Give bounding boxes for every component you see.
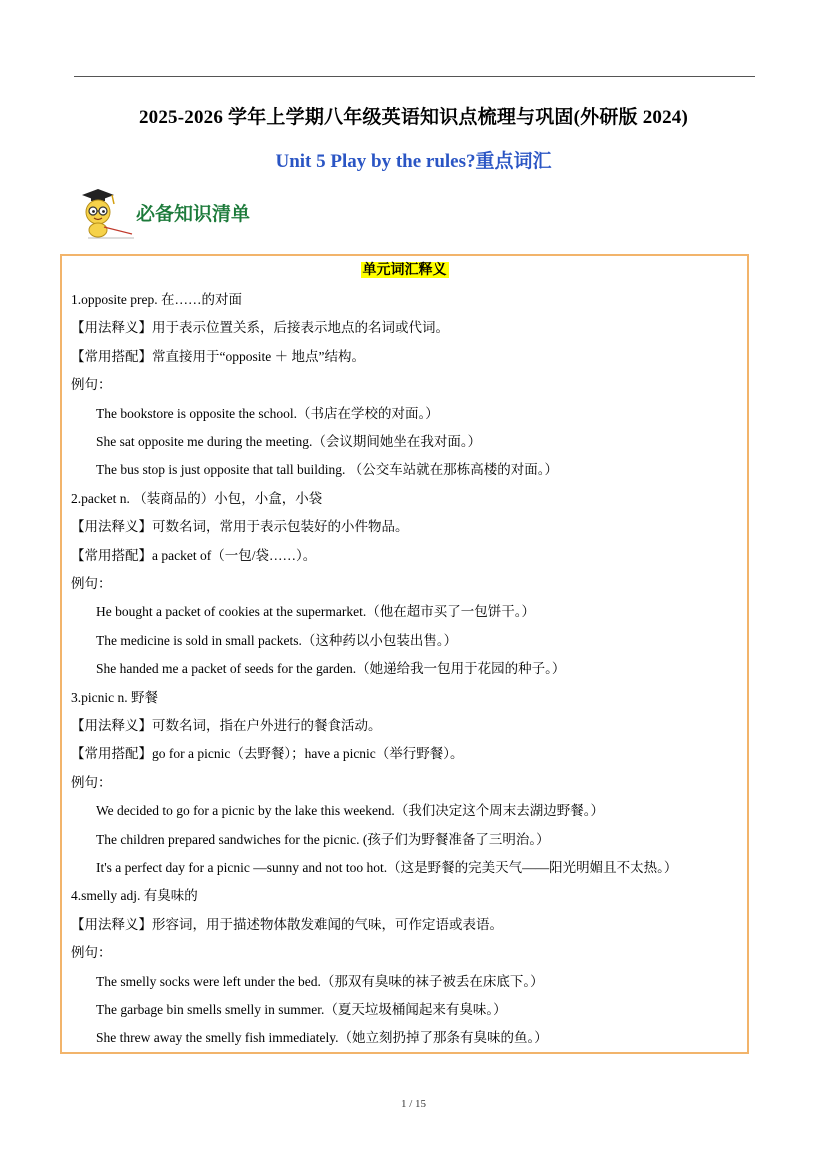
vocab-entry-line: 例句：	[71, 576, 112, 591]
example-sentence: She threw away the smelly fish immediately.（她立刻扔掉了那条有臭味的鱼。）	[96, 1030, 548, 1046]
page-number: 1 / 15	[400, 1098, 427, 1110]
section-heading: 必备知识清单	[136, 203, 251, 225]
vocab-entry-line: 【用法释义】形容词，用于描述物体散发难闻的气味，可作定语或表语。	[71, 916, 503, 932]
vocab-entry-line: 【常用搭配】go for a picnic（去野餐）；have a picnic（举行野餐）。	[71, 746, 464, 762]
vocab-entry-line: 【常用搭配】常直接用于“opposite ＋ 地点”结构。	[71, 348, 365, 364]
example-sentence: The medicine is sold in small packets.（这种药以小包装出售。）	[96, 632, 458, 648]
vocab-entry-line: 1.opposite prep. 在……的对面	[71, 292, 242, 307]
header-rule	[74, 76, 755, 77]
vocab-entry-line: 例句：	[71, 377, 112, 393]
example-sentence: We decided to go for a picnic by the lake this weekend.（我们决定这个周末去湖边野餐。）	[96, 803, 605, 819]
vocab-entry-line: 例句：	[71, 774, 112, 790]
vocab-entry-line: 2.packet n. （装商品的）小包，小盒，小袋	[71, 490, 323, 506]
example-sentence: She sat opposite me during the meeting.（会议期间她坐在我对面。）	[96, 434, 482, 449]
box-title: 单元词汇释义	[362, 262, 447, 278]
unit-subtitle: Unit 5 Play by the rules?重点词汇	[275, 151, 552, 172]
vocab-entry-line: 3.picnic n. 野餐	[71, 689, 158, 705]
vocab-entry-line: 例句：	[71, 945, 112, 961]
example-sentence: The garbage bin smells smelly in summer.（夏天垃圾桶闻起来有臭味。）	[96, 1002, 507, 1017]
vocab-entry-line: 【用法释义】用于表示位置关系，后接表示地点的名词或代词。	[71, 320, 449, 336]
scholar-mascot-icon	[74, 185, 134, 241]
example-sentence: She handed me a packet of seeds for the garden.（她递给我一包用于花园的种子。）	[96, 661, 566, 677]
vocab-entry-line: 【用法释义】可数名词，指在户外进行的餐食活动。	[71, 718, 382, 733]
vocab-entry-line: 4.smelly adj. 有臭味的	[71, 888, 198, 904]
vocab-entry-line: 【常用搭配】a packet of（一包/袋……）。	[71, 547, 317, 563]
example-sentence: The smelly socks were left under the bed.（那双有臭味的袜子被丢在床底下。）	[96, 973, 544, 989]
vocab-entry-line: 【用法释义】可数名词，常用于表示包装好的小件物品。	[71, 519, 409, 535]
example-sentence: He bought a packet of cookies at the supermarket.（他在超市买了一包饼干。）	[96, 604, 536, 620]
page-title: 2025-2026 学年上学期八年级英语知识点梳理与巩固(外研版 2024)	[138, 107, 689, 128]
vocabulary-box	[60, 254, 749, 1054]
example-sentence: The children prepared sandwiches for the picnic. (孩子们为野餐准备了三明治。）	[96, 831, 550, 847]
example-sentence: It's a perfect day for a picnic —sunny and not too hot.（这是野餐的完美天气——阳光明媚且不太热。）	[96, 860, 678, 875]
example-sentence: The bookstore is opposite the school.（书店在学校的对面。）	[96, 405, 439, 421]
example-sentence: The bus stop is just opposite that tall building. （公交车站就在那栋高楼的对面。）	[96, 462, 558, 478]
